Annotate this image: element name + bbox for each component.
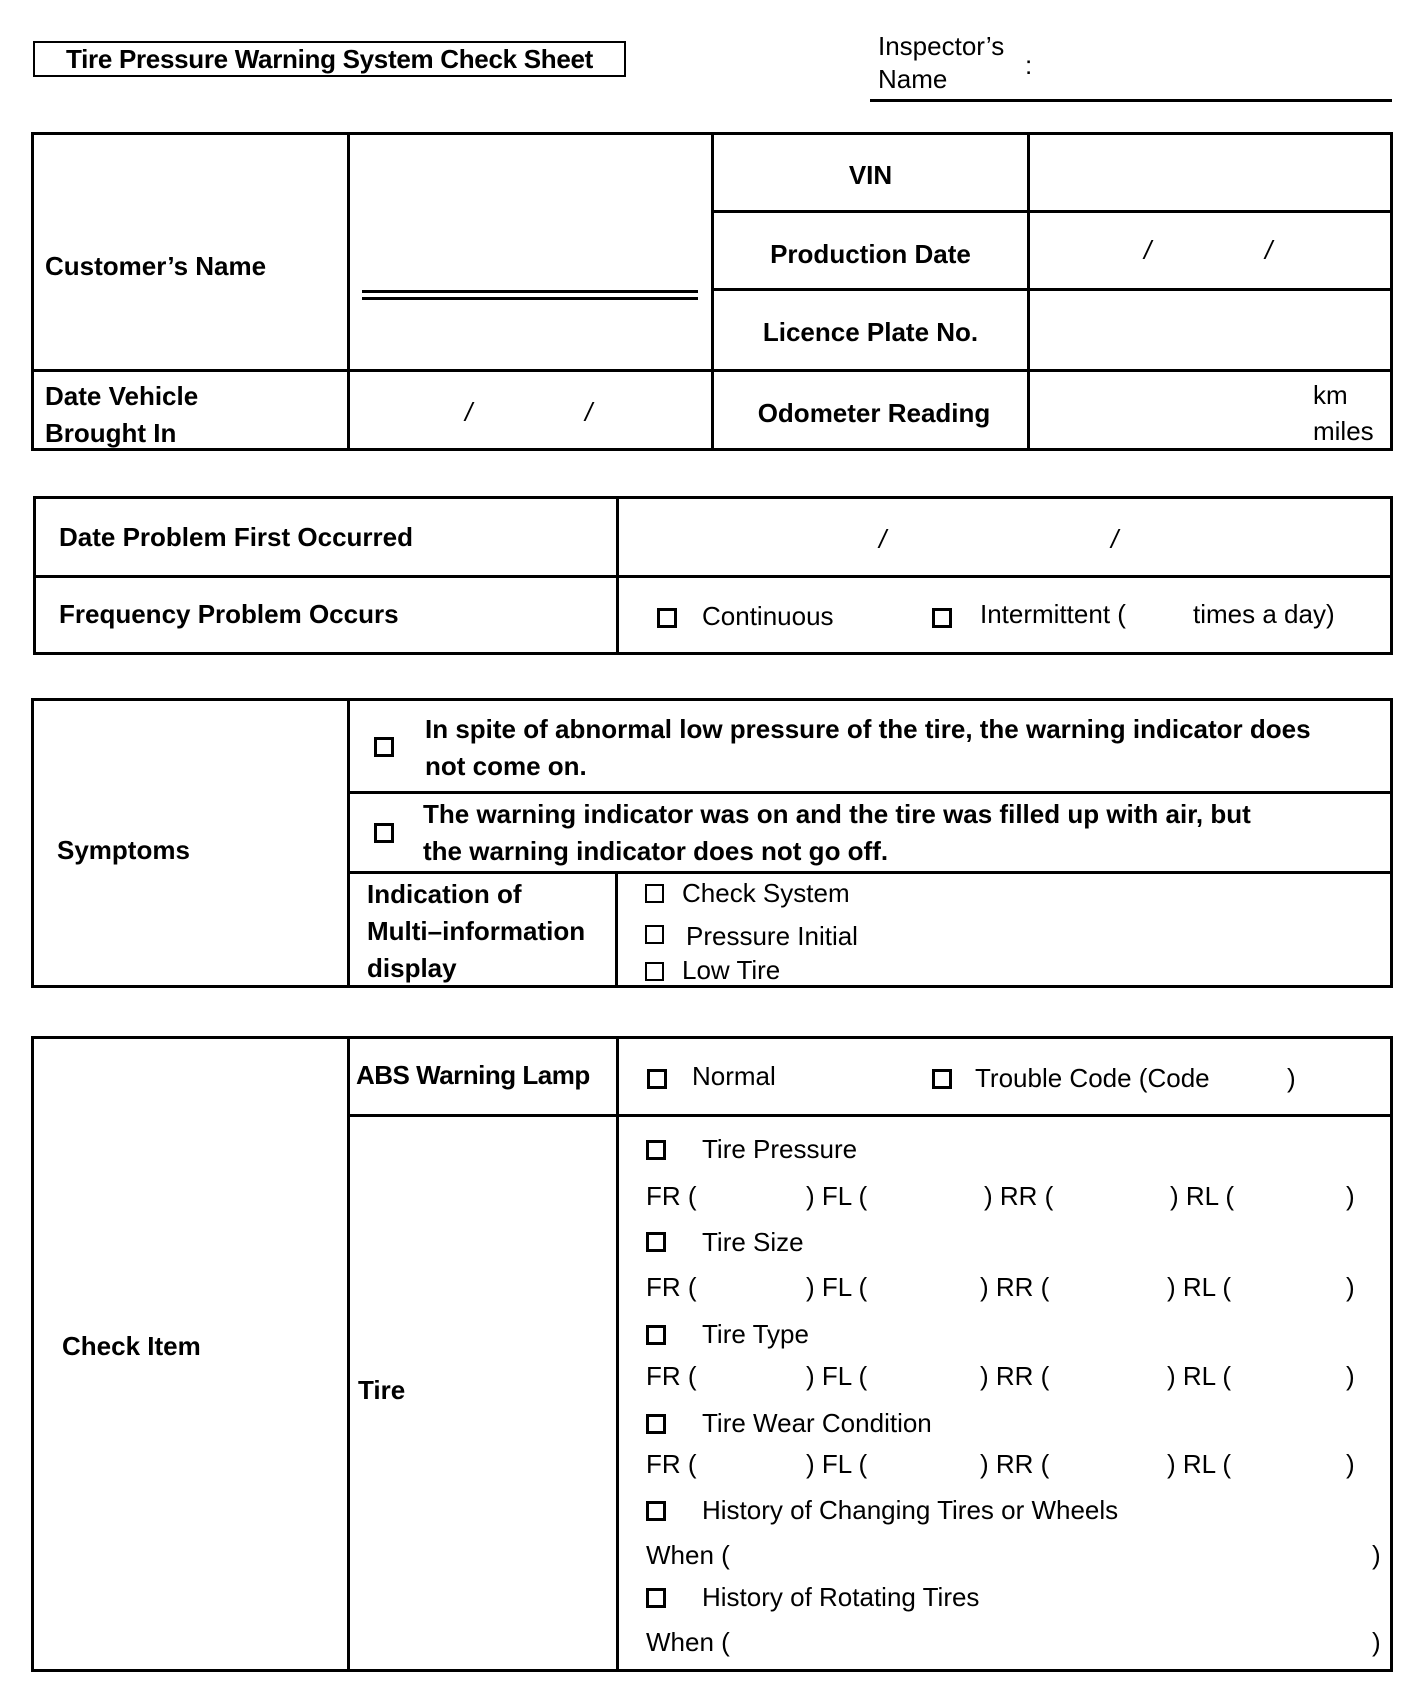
pos-rr: ) RR ( <box>980 1361 1050 1391</box>
pos-fl: ) FL ( <box>806 1181 868 1211</box>
symptom-1-text <box>425 711 1311 785</box>
divider <box>31 698 1393 701</box>
pos-close: ) <box>1346 1272 1355 1302</box>
divider <box>33 652 1393 655</box>
abs-trouble-code-label: Trouble Code (Code <box>975 1063 1210 1093</box>
divider <box>31 985 1393 988</box>
divider <box>31 132 34 451</box>
divider <box>1390 1036 1393 1672</box>
abs-normal-label: Normal <box>692 1061 776 1091</box>
inspector-name-field[interactable] <box>870 30 1392 102</box>
tire-pressure-label: Tire Pressure <box>702 1134 858 1164</box>
date-separator: / <box>1144 235 1152 265</box>
tire-type-label: Tire Type <box>702 1319 809 1349</box>
pos-rr: ) RR ( <box>980 1272 1050 1302</box>
continuous-checkbox[interactable] <box>657 608 677 628</box>
symptom-1-checkbox[interactable] <box>374 737 394 757</box>
pos-rr: ) RR ( <box>984 1181 1054 1211</box>
symptom-2-line2: the warning indicator does not go off. <box>423 836 889 866</box>
pos-close: ) <box>1346 1361 1355 1391</box>
mid-label-line2: Multi–information <box>367 916 586 946</box>
pos-rl: ) RL ( <box>1167 1361 1232 1391</box>
abs-normal-checkbox[interactable] <box>647 1069 667 1089</box>
odometer-field[interactable] <box>1030 372 1390 448</box>
pos-fr: FR ( <box>646 1449 697 1479</box>
divider <box>347 871 1393 874</box>
history-changing-when-field[interactable] <box>740 1538 1370 1570</box>
divider <box>1390 496 1393 655</box>
inspector-label-line2: Name <box>878 64 948 94</box>
divider <box>616 1036 619 1672</box>
date-brought-in-line1: Date Vehicle <box>45 381 199 411</box>
divider <box>33 496 36 655</box>
customer-name-field[interactable] <box>350 135 710 368</box>
trouble-code-field[interactable] <box>1228 1060 1288 1092</box>
divider <box>347 791 1393 794</box>
date-separator: / <box>1265 235 1273 265</box>
pos-fl: ) FL ( <box>806 1449 868 1479</box>
pos-fr: FR ( <box>646 1181 697 1211</box>
divider <box>347 698 350 988</box>
history-changing-label: History of Changing Tires or Wheels <box>702 1495 1119 1525</box>
pos-close: ) <box>1346 1449 1355 1479</box>
pos-rl: ) RL ( <box>1167 1272 1232 1302</box>
multi-info-display-label <box>367 876 585 987</box>
symptoms-label: Symptoms <box>57 835 190 865</box>
pressure-initial-label: Pressure Initial <box>686 921 858 951</box>
licence-plate-label: Licence Plate No. <box>762 317 979 347</box>
divider <box>31 1669 1393 1672</box>
when-open: When ( <box>646 1540 730 1570</box>
check-system-label: Check System <box>682 878 850 908</box>
when-open: When ( <box>646 1627 730 1657</box>
tire-size-checkbox[interactable] <box>646 1232 666 1252</box>
date-brought-in-line2: Brought In <box>45 418 177 448</box>
frequency-label: Frequency Problem Occurs <box>59 599 399 629</box>
pos-fr: FR ( <box>646 1272 697 1302</box>
date-brought-in-label <box>45 378 198 452</box>
symptom-1-line2: not come on. <box>425 751 587 781</box>
inspector-label-line1: Inspector’s <box>878 31 1005 61</box>
unit-miles: miles <box>1313 416 1374 446</box>
history-rotating-when-field[interactable] <box>740 1625 1370 1657</box>
vin-field[interactable] <box>1030 135 1390 210</box>
symptom-2-text <box>423 796 1251 870</box>
times-a-day-field[interactable] <box>1140 598 1190 628</box>
low-tire-checkbox[interactable] <box>645 962 664 981</box>
date-separator: / <box>465 397 473 427</box>
odometer-label: Odometer Reading <box>757 398 991 428</box>
check-system-checkbox[interactable] <box>645 884 664 903</box>
divider <box>1390 698 1393 988</box>
divider <box>347 1036 350 1672</box>
inspector-name-label <box>878 30 1004 96</box>
history-rotating-label: History of Rotating Tires <box>702 1582 980 1612</box>
sheet-title: Tire Pressure Warning System Check Sheet <box>33 41 626 77</box>
continuous-label: Continuous <box>702 601 834 631</box>
date-brought-in-field[interactable] <box>350 372 710 448</box>
divider <box>1390 132 1393 451</box>
divider <box>31 1036 1393 1039</box>
pos-rl: ) RL ( <box>1167 1449 1232 1479</box>
double-underline-bottom <box>362 297 698 300</box>
tire-size-label: Tire Size <box>702 1227 804 1257</box>
symptom-2-checkbox[interactable] <box>374 823 394 843</box>
divider <box>347 1114 1393 1117</box>
times-a-day-label: times a day) <box>1193 599 1335 629</box>
abs-warning-lamp-label: ABS Warning Lamp <box>356 1060 590 1090</box>
production-date-field[interactable] <box>1030 213 1390 288</box>
pos-close: ) <box>1346 1181 1355 1211</box>
trouble-code-close: ) <box>1287 1063 1296 1093</box>
history-rotating-checkbox[interactable] <box>646 1588 666 1608</box>
date-separator: / <box>585 397 593 427</box>
symptom-2-line1: The warning indicator was on and the tire was filled up with air, but <box>423 799 1251 829</box>
production-date-label: Production Date <box>770 239 971 269</box>
pos-fl: ) FL ( <box>806 1272 868 1302</box>
mid-label-line1: Indication of <box>367 879 522 909</box>
date-separator: / <box>1111 524 1119 554</box>
vin-label: VIN <box>848 160 893 190</box>
inspector-colon: : <box>1025 50 1033 80</box>
intermittent-checkbox[interactable] <box>932 608 952 628</box>
check-item-label: Check Item <box>62 1331 201 1361</box>
abs-trouble-code-checkbox[interactable] <box>932 1069 952 1089</box>
double-underline-top <box>362 290 698 293</box>
symptom-1-line1: In spite of abnormal low pressure of the tire, the warning indicator does <box>425 714 1311 744</box>
low-tire-label: Low Tire <box>682 955 781 985</box>
customer-name-label: Customer’s Name <box>45 251 267 281</box>
when-close: ) <box>1372 1540 1381 1570</box>
history-changing-checkbox[interactable] <box>646 1501 666 1521</box>
pressure-initial-checkbox[interactable] <box>645 925 664 944</box>
tire-wear-checkbox[interactable] <box>646 1414 666 1434</box>
tire-label: Tire <box>358 1375 406 1405</box>
when-close: ) <box>1372 1627 1381 1657</box>
licence-plate-field[interactable] <box>1030 291 1390 369</box>
mid-label-line3: display <box>367 953 457 983</box>
date-separator: / <box>879 524 887 554</box>
date-first-occurred-field[interactable] <box>619 499 1389 575</box>
pos-fl: ) FL ( <box>806 1361 868 1391</box>
tire-pressure-checkbox[interactable] <box>646 1140 666 1160</box>
tire-type-checkbox[interactable] <box>646 1325 666 1345</box>
pos-rl: ) RL ( <box>1170 1181 1235 1211</box>
divider <box>615 871 618 988</box>
pos-fr: FR ( <box>646 1361 697 1391</box>
pos-rr: ) RR ( <box>980 1449 1050 1479</box>
divider <box>31 698 34 988</box>
divider <box>33 575 1393 578</box>
intermittent-label: Intermittent ( <box>980 599 1126 629</box>
divider <box>31 1036 34 1672</box>
tire-wear-label: Tire Wear Condition <box>702 1408 932 1438</box>
date-first-occurred-label: Date Problem First Occurred <box>59 522 413 552</box>
unit-km: km <box>1313 380 1348 410</box>
